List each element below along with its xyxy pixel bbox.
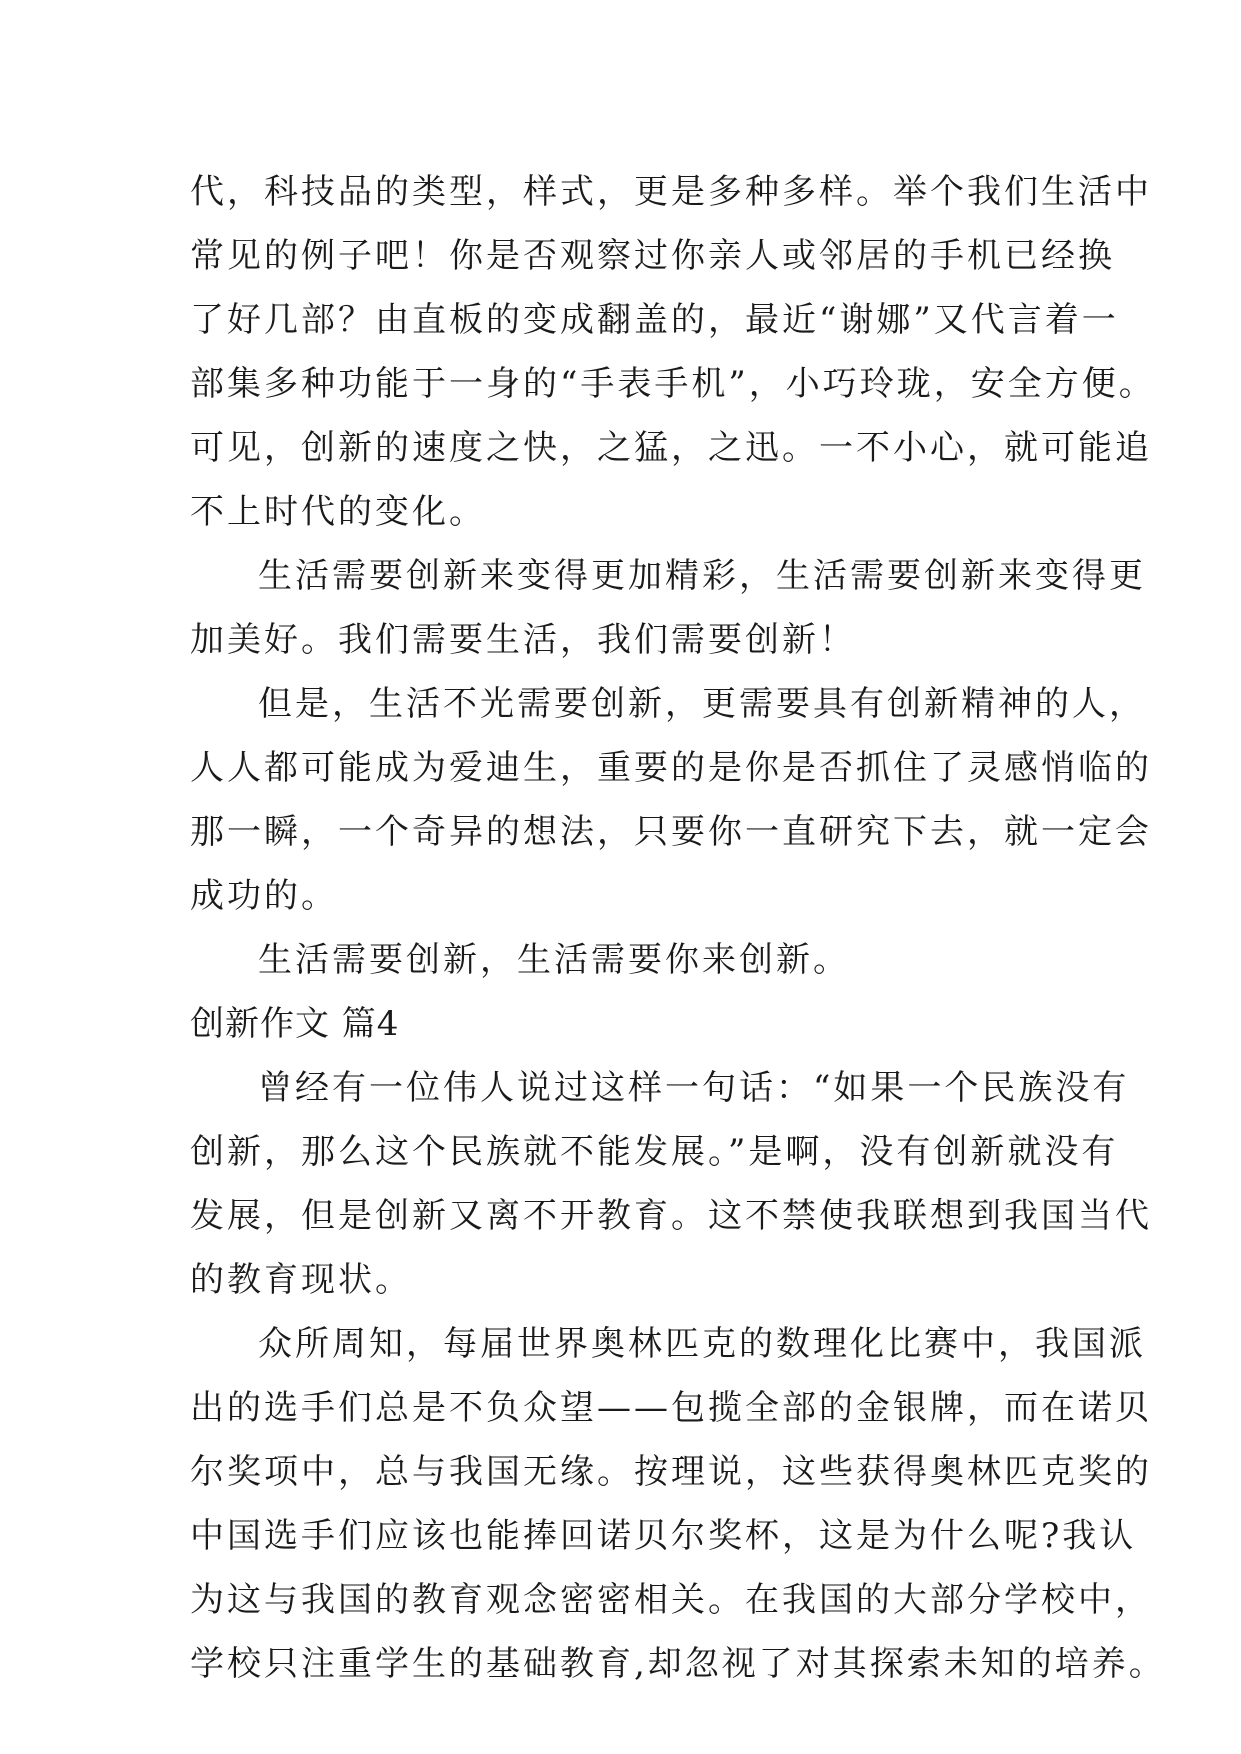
text-line: 曾经有一位伟人说过这样一句话：“如果一个民族没有: [258, 1068, 1130, 1108]
text-line: 了好几部？由直板的变成翻盖的，最近“谢娜”又代言着一: [190, 300, 1119, 340]
text-line: 部集多种功能于一身的“手表手机”，小巧玲珑，安全方便。: [190, 364, 1156, 404]
text-line: 常见的例子吧！你是否观察过你亲人或邻居的手机已经换: [190, 236, 1115, 276]
text-line: 成功的。: [190, 876, 338, 916]
text-line: 学校只注重学生的基础教育,却忽视了对其探索未知的培养。: [190, 1644, 1166, 1684]
text-line: 人人都可能成为爱迪生，重要的是你是否抓住了灵感悄临的: [190, 748, 1152, 788]
text-line: 生活需要创新来变得更加精彩，生活需要创新来变得更: [258, 556, 1146, 596]
text-line: 代，科技品的类型，样式，更是多种多样。举个我们生活中: [190, 172, 1152, 212]
text-line: 发展，但是创新又离不开教育。这不禁使我联想到我国当代: [190, 1196, 1152, 1236]
text-line: 那一瞬，一个奇异的想法，只要你一直研究下去，就一定会: [190, 812, 1152, 852]
text-line: 众所周知，每届世界奥林匹克的数理化比赛中，我国派: [258, 1324, 1146, 1364]
text-line: 的教育现状。: [190, 1260, 412, 1300]
text-line: 但是，生活不光需要创新，更需要具有创新精神的人，: [258, 684, 1146, 724]
text-line: 生活需要创新，生活需要你来创新。: [258, 940, 850, 980]
text-line: 不上时代的变化。: [190, 492, 486, 532]
section-heading: 创新作文 篇4: [190, 1004, 400, 1044]
text-line: 加美好。我们需要生活，我们需要创新！: [190, 620, 856, 660]
text-line: 尔奖项中，总与我国无缘。按理说，这些获得奥林匹克奖的: [190, 1452, 1152, 1492]
text-line: 为这与我国的教育观念密密相关。在我国的大部分学校中，: [190, 1580, 1152, 1620]
document-page: [190, 160, 1166, 1696]
text-line: 中国选手们应该也能捧回诺贝尔奖杯，这是为什么呢?我认: [190, 1516, 1137, 1556]
text-line: 创新，那么这个民族就不能发展。”是啊，没有创新就没有: [190, 1132, 1119, 1172]
text-line: 可见，创新的速度之快，之猛，之迅。一不小心，就可能追: [190, 428, 1152, 468]
text-line: 出的选手们总是不负众望——包揽全部的金银牌，而在诺贝: [190, 1388, 1152, 1428]
